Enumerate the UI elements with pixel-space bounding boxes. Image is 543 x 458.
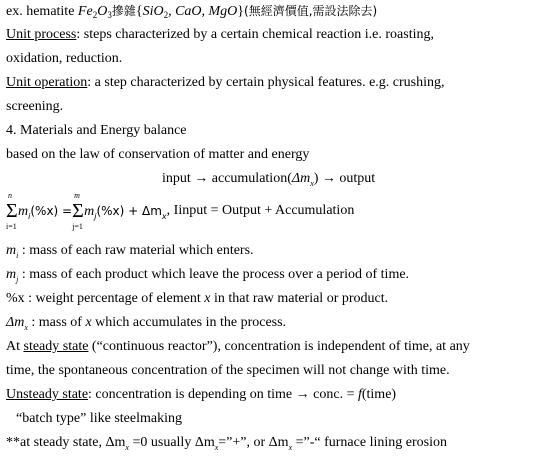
text: { <box>135 4 143 19</box>
text-line <box>6 49 122 69</box>
text: **at steady state, Δm <box>6 435 126 450</box>
balance-equation <box>6 193 354 233</box>
note-line <box>6 433 447 453</box>
definition-mi <box>6 241 254 261</box>
text: (%x) + Δm <box>96 204 162 218</box>
subscript: x <box>310 179 314 188</box>
text: } <box>237 4 245 19</box>
text: time, the spontaneous concentration of the specimen will not change with time. <box>6 363 450 378</box>
flow-line <box>162 169 375 189</box>
formula: , CaO, MgO <box>168 4 238 19</box>
subscript: x <box>161 212 167 221</box>
sum-lower: i=1 <box>6 222 17 231</box>
equation-part <box>84 204 167 221</box>
term-unsteady-state: Unsteady state <box>6 387 89 402</box>
text: which accumulates in the process. <box>91 315 287 330</box>
text: =”+”, or Δm <box>218 435 289 450</box>
symbol: m <box>6 267 17 282</box>
text-line <box>6 145 309 165</box>
subscript: j <box>94 212 97 221</box>
text: : a step characterized by certain physical features. e.g. crushing, <box>87 75 445 90</box>
text: (“continuous reactor”), concentration is independent of time, at any <box>88 339 470 354</box>
symbol: Δm <box>291 171 311 186</box>
hematite-line <box>6 1 377 21</box>
text: ex. hematite <box>6 4 78 19</box>
formula: O <box>97 4 108 19</box>
subscript: x <box>214 443 219 452</box>
text: oxidation, reduction. <box>6 51 123 66</box>
subscript: x <box>288 443 293 452</box>
text: : mass of <box>27 315 86 330</box>
definition-percent-x <box>6 289 388 309</box>
summation-symbol <box>72 193 84 233</box>
text: (%x) = <box>30 204 73 218</box>
term-unit-process: Unit process <box>6 27 77 42</box>
symbol: m <box>18 204 29 219</box>
subscript: i <box>28 212 31 221</box>
section-heading <box>6 121 187 141</box>
symbol: f <box>357 387 362 402</box>
subscript: x <box>125 443 129 452</box>
text: %x : weight percentage of element <box>6 291 205 306</box>
text: : concentration is depending on time → conc. = <box>88 387 358 402</box>
text: in that raw material or product. <box>210 291 389 306</box>
subscript: 2 <box>163 10 169 20</box>
sigma: Σ <box>6 200 18 222</box>
subscript: i <box>16 251 19 260</box>
formula: Fe <box>77 4 93 19</box>
text: : mass of each product which leave the process over a period of time. <box>18 267 410 282</box>
formula: SiO <box>142 4 164 19</box>
subscript: 3 <box>107 10 112 20</box>
text: : mass of each raw material which enters. <box>18 243 254 258</box>
subscript: 2 <box>92 10 98 20</box>
sum-upper: n <box>8 191 12 200</box>
text-line <box>16 409 182 429</box>
sum-lower: j=1 <box>72 222 83 231</box>
symbol: m <box>6 243 17 258</box>
sum-upper: m <box>74 191 80 200</box>
term-steady-state: steady state <box>23 339 89 354</box>
text: (time) <box>361 387 397 402</box>
text: input → accumulation( <box>162 171 292 186</box>
text: screening. <box>6 99 64 114</box>
term-unit-operation: Unit operation <box>6 75 88 90</box>
equation-tail: , Iinput = Output + Accumulation <box>166 203 355 218</box>
text: based on the law of conservation of matter and energy <box>6 147 310 162</box>
steady-state-line <box>6 337 470 357</box>
text: At <box>6 339 24 354</box>
unit-operation-line <box>6 73 445 93</box>
text: “batch type” like steelmaking <box>16 411 182 426</box>
text: 4. Materials and Energy balance <box>6 123 187 138</box>
symbol: Δm <box>6 315 25 330</box>
summation-symbol <box>6 193 18 233</box>
symbol: m <box>84 204 95 219</box>
unsteady-state-line <box>6 385 396 405</box>
definition-mj <box>6 265 409 285</box>
subscript: x <box>24 323 28 332</box>
text: : steps characterized by a certain chemical reaction i.e. roasting, <box>76 27 434 42</box>
cjk-text: (無經濟價值,需設法除去) <box>244 4 378 18</box>
text: ) → output <box>313 171 376 186</box>
text-line <box>6 97 63 117</box>
subscript: j <box>16 275 19 284</box>
unit-process-line <box>6 25 434 45</box>
sigma: Σ <box>72 200 84 222</box>
text: =”-“ furnace lining erosion <box>292 435 447 450</box>
equation-part <box>18 204 72 221</box>
text: =0 usually Δm <box>128 435 215 450</box>
cjk-text: 摻雜 <box>111 4 136 18</box>
definition-delta-mx <box>6 313 286 333</box>
symbol: x <box>204 291 211 306</box>
symbol: x <box>85 315 92 330</box>
text-line <box>6 361 450 381</box>
